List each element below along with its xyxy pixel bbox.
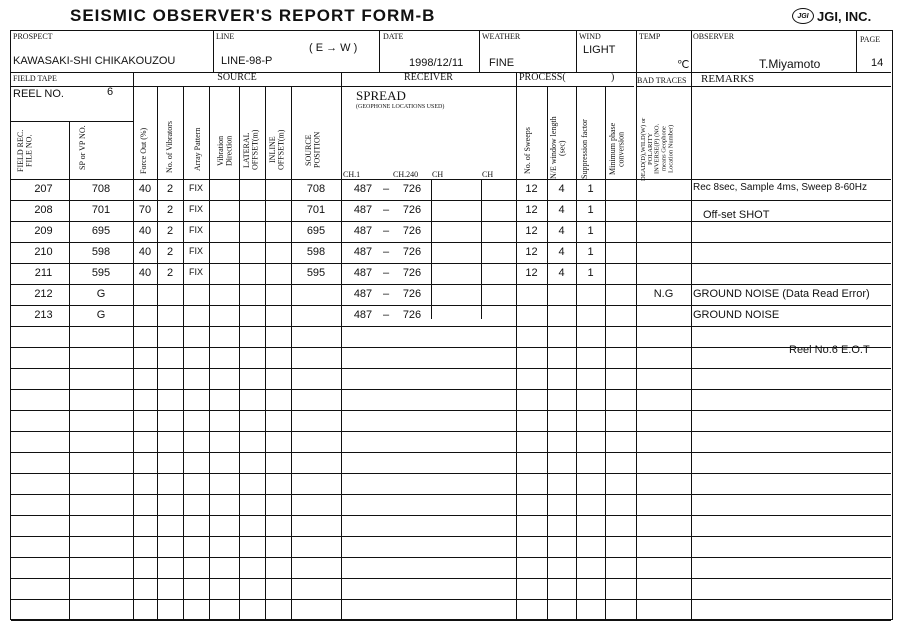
- cell-pos: 701: [306, 204, 326, 216]
- page-value: 14: [871, 57, 884, 69]
- company-name: JGI, INC.: [817, 8, 872, 24]
- cell-sweeps: 12: [525, 246, 538, 258]
- grid-vline: [547, 86, 548, 619]
- cell-pos: 708: [306, 183, 326, 195]
- cell-pos: 598: [306, 246, 326, 258]
- spread-sub: (GEOPHONE LOCATIONS USED): [356, 104, 445, 110]
- cell-ne: 4: [558, 267, 565, 279]
- grid-vline: [239, 86, 240, 619]
- receiver-header: RECEIVER: [404, 72, 453, 83]
- cell-dash: –: [382, 225, 390, 237]
- cell-force: 40: [138, 225, 152, 237]
- cell-vibs: 2: [166, 204, 174, 216]
- remarks-header: REMARKS: [701, 73, 755, 85]
- prospect-value: KAWASAKI-SHI CHIKAKOUZOU: [13, 55, 176, 67]
- cell-ne: 4: [558, 246, 565, 258]
- grid-hline: [11, 221, 891, 222]
- grid-hline: [11, 347, 891, 348]
- cell-ch240: 726: [402, 288, 422, 300]
- observer-value: T.Miyamoto: [759, 57, 821, 71]
- cell-dash: –: [382, 246, 390, 258]
- col-bad-traces: DEAD(D),WILD(W) or POLARITY INVERSE(P) (NO. means Geophone Location Number): [640, 117, 675, 181]
- grid-hline: [11, 452, 891, 453]
- cell-sweeps: 12: [525, 267, 538, 279]
- grid-hline: [11, 599, 891, 600]
- cell-dash: –: [382, 183, 390, 195]
- page-label: PAGE: [860, 35, 881, 44]
- grid-hline: [11, 389, 891, 390]
- cell-sp: 701: [91, 204, 111, 216]
- cell-rec: 210: [34, 246, 53, 258]
- col-field-rec: FIELD REC. FILE NO.: [16, 129, 34, 173]
- cell-sweeps: 12: [525, 183, 538, 195]
- cell-vibs: 2: [166, 246, 174, 258]
- cell-remark: Off-set SHOT: [703, 209, 770, 221]
- cell-force: 70: [138, 204, 152, 216]
- source-header: SOURCE: [217, 72, 257, 83]
- line-value: LINE-98-P: [221, 55, 273, 67]
- prospect-label: PROSPECT: [13, 32, 53, 41]
- jgi-logo-icon: JGI: [792, 8, 814, 24]
- col-src-pos: SOURCE POSITION: [304, 131, 322, 169]
- grid-vline: [691, 31, 692, 72]
- cell-vibs: 2: [166, 267, 174, 279]
- col-sweeps: No. of Sweeps: [523, 127, 532, 175]
- cell-ch1: 487: [353, 183, 373, 195]
- grid-hline: [11, 431, 891, 432]
- cell-array: FIX: [188, 183, 203, 193]
- cell-dash: –: [382, 288, 390, 300]
- process-header: PROCESS(: [519, 72, 566, 83]
- grid-hline: [11, 557, 891, 558]
- grid-vline: [265, 86, 266, 619]
- col-min-phase: Minimum phase conversion: [608, 122, 626, 176]
- cell-ch1: 487: [353, 267, 373, 279]
- cell-ne: 4: [558, 204, 565, 216]
- col-inline: INLINE OFFSET(m): [268, 129, 286, 171]
- col-vib-dir: Vibration Direction: [216, 135, 234, 167]
- ch1-label: CH.1: [343, 170, 361, 179]
- cell-sp: G: [96, 309, 106, 321]
- cell-sup: 1: [587, 246, 594, 258]
- grid-vline: [209, 86, 210, 619]
- grid-vline: [856, 31, 857, 72]
- cell-sp: 695: [91, 225, 111, 237]
- grid-hline: [11, 620, 891, 621]
- cell-array: FIX: [188, 267, 203, 277]
- cell-pos: 595: [306, 267, 326, 279]
- cell-sp: 595: [91, 267, 111, 279]
- cell-sup: 1: [587, 225, 594, 237]
- form-title: SEISMIC OBSERVER'S REPORT FORM-B: [70, 6, 436, 25]
- col-sp: SP or VP NO.: [78, 125, 87, 171]
- temp-unit: ℃: [677, 59, 690, 71]
- cell-sp: G: [96, 288, 106, 300]
- cell-sup: 1: [587, 267, 594, 279]
- grid-vline: [605, 86, 606, 619]
- line-label: LINE: [216, 32, 235, 41]
- reel-value: 6: [107, 86, 114, 98]
- grid-hline: [11, 284, 891, 285]
- line-direction: ( E → W ): [309, 42, 358, 54]
- cell-ch240: 726: [402, 183, 422, 195]
- cell-rec: 211: [34, 267, 53, 279]
- reel-label: REEL NO.: [13, 88, 64, 100]
- ch240-label: CH.240: [393, 170, 419, 179]
- temp-label: TEMP: [639, 32, 661, 41]
- cell-ne: 4: [558, 225, 565, 237]
- grid-hline: [11, 578, 891, 579]
- col-ne-window: N/E window length (sec): [549, 116, 567, 180]
- cell-array: FIX: [188, 204, 203, 214]
- cell-dash: –: [382, 204, 390, 216]
- col-vibs: No. of Vibrators: [165, 120, 174, 174]
- grid-vline: [576, 86, 577, 619]
- ch-b-label: CH: [482, 170, 494, 179]
- cell-rec: 209: [34, 225, 53, 237]
- grid-vline: [379, 31, 380, 72]
- cell-ch1: 487: [353, 246, 373, 258]
- grid-vline: [213, 31, 214, 72]
- cell-ne: 4: [558, 183, 565, 195]
- wind-value: LIGHT: [583, 44, 616, 56]
- cell-sweeps: 12: [525, 225, 538, 237]
- bad-traces-header: BAD TRACES: [637, 76, 687, 85]
- cell-sp: 708: [91, 183, 111, 195]
- spread-label: SPREAD: [356, 88, 406, 103]
- cell-force: 40: [138, 246, 152, 258]
- cell-bad: N.G: [653, 288, 674, 300]
- col-array: Array Pattern: [193, 127, 202, 171]
- col-force: Force Out (%): [139, 127, 148, 175]
- cell-remark: GROUND NOISE (Data Read Error): [693, 288, 870, 300]
- company: [792, 8, 871, 24]
- cell-force: 40: [138, 267, 152, 279]
- field-tape-label: FIELD TAPE: [13, 74, 57, 83]
- grid-hline: [11, 242, 891, 243]
- grid-hline: [11, 86, 133, 87]
- wind-label: WIND: [579, 32, 601, 41]
- date-value: 1998/12/11: [409, 57, 464, 69]
- cell-pos: 695: [306, 225, 326, 237]
- cell-sup: 1: [587, 204, 594, 216]
- grid-hline: [11, 515, 891, 516]
- grid-vline: [69, 121, 70, 619]
- date-label: DATE: [383, 32, 404, 41]
- grid-vline: [183, 86, 184, 619]
- grid-hline: [11, 326, 891, 327]
- grid-vline: [479, 31, 480, 72]
- ch-a-label: CH: [432, 170, 444, 179]
- cell-ch1: 487: [353, 288, 373, 300]
- cell-ch240: 726: [402, 309, 422, 321]
- grid-hline: [11, 368, 891, 369]
- observer-label: OBSERVER: [693, 32, 735, 41]
- cell-remark: Rec 8sec, Sample 4ms, Sweep 8-60Hz: [693, 182, 867, 193]
- grid-hline: [516, 86, 634, 87]
- grid-vline: [291, 86, 292, 619]
- grid-hline: [636, 86, 891, 87]
- cell-sweeps: 12: [525, 204, 538, 216]
- grid-hline: [11, 200, 891, 201]
- process-close: ): [611, 72, 615, 83]
- eot-note: Reel No.6 E.O.T: [789, 344, 870, 356]
- col-suppression: Suppression factor: [580, 119, 589, 179]
- grid-vline: [157, 86, 158, 619]
- cell-ch240: 726: [402, 204, 422, 216]
- cell-ch240: 726: [402, 225, 422, 237]
- grid-hline: [11, 536, 891, 537]
- cell-ch240: 726: [402, 267, 422, 279]
- cell-dash: –: [382, 309, 390, 321]
- cell-sp: 598: [91, 246, 111, 258]
- cell-array: FIX: [188, 225, 203, 235]
- cell-ch1: 487: [353, 225, 373, 237]
- grid-hline: [11, 263, 891, 264]
- grid-hline: [11, 473, 891, 474]
- grid-vline: [576, 31, 577, 72]
- cell-dash: –: [382, 267, 390, 279]
- cell-ch1: 487: [353, 309, 373, 321]
- cell-rec: 208: [34, 204, 53, 216]
- grid-vline: [636, 31, 637, 72]
- grid-hline: [133, 86, 516, 87]
- cell-force: 40: [138, 183, 152, 195]
- cell-vibs: 2: [166, 225, 174, 237]
- cell-rec: 212: [34, 288, 53, 300]
- cell-array: FIX: [188, 246, 203, 256]
- cell-rec: 213: [34, 309, 53, 321]
- grid-hline: [11, 410, 891, 411]
- weather-label: WEATHER: [482, 32, 521, 41]
- report-form: [10, 30, 893, 620]
- weather-value: FINE: [489, 57, 515, 69]
- grid-hline: [11, 305, 891, 306]
- cell-rec: 207: [34, 183, 53, 195]
- cell-sup: 1: [587, 183, 594, 195]
- col-lateral: LATERAL OFFSET(m): [242, 129, 260, 171]
- grid-hline: [11, 494, 891, 495]
- cell-ch240: 726: [402, 246, 422, 258]
- cell-remark: GROUND NOISE: [693, 309, 780, 321]
- cell-vibs: 2: [166, 183, 174, 195]
- cell-ch1: 487: [353, 204, 373, 216]
